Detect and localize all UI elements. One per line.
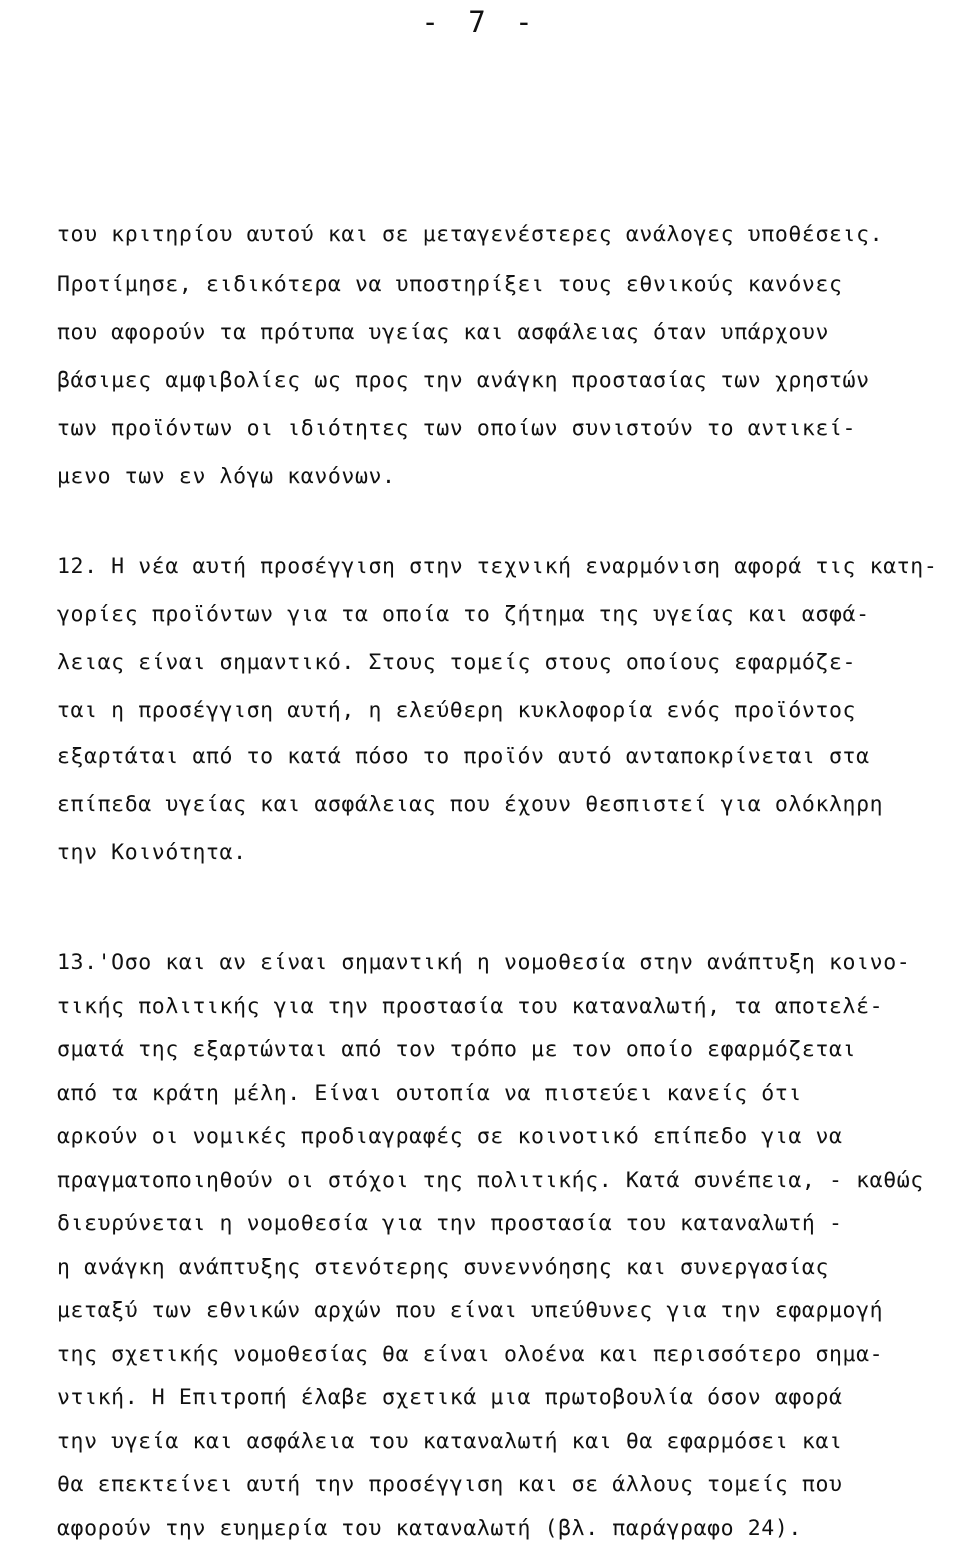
text-line: 12. Η νέα αυτή προσέγγιση στην τεχνική εναρμόνιση αφορά τις κατη-: [57, 554, 938, 579]
text-line: αρκούν οι νομικές προδιαγραφές σε κοινοτικό επίπεδο για να: [57, 1124, 843, 1149]
text-line: ντική. Η Επιτροπή έλαβε σχετικά μια πρωτοβουλία όσον αφορά: [57, 1385, 843, 1410]
text-line: από τα κράτη μέλη. Είναι ουτοπία να πιστεύει κανείς ότι: [57, 1080, 802, 1106]
text-line: μενο των εν λόγω κανόνων.: [57, 464, 396, 489]
page-number: - 7 -: [421, 5, 539, 39]
text-line: της σχετικής νομοθεσίας θα είναι ολοένα και περισσότερο σημα-: [57, 1341, 884, 1367]
text-line: πραγματοποιηθούν οι στόχοι της πολιτικής. Κατά συνέπεια, - καθώς: [57, 1167, 924, 1193]
text-line: την Κοινότητα.: [57, 840, 247, 865]
text-line: των προϊόντων οι ιδιότητες των οποίων συνιστούν το αντικεί-: [57, 416, 857, 441]
text-line: την υγεία και ασφάλεια του καταναλωτή και θα εφαρμόσει και: [57, 1428, 843, 1454]
text-line: τικής πολιτικής για την προστασία του καταναλωτή, τα αποτελέ-: [57, 993, 884, 1019]
text-line: επίπεδα υγείας και ασφάλειας που έχουν θεσπιστεί για ολόκληρη: [57, 792, 884, 817]
text-line: γορίες προϊόντων για τα οποία το ζήτημα της υγείας και ασφά-: [57, 602, 870, 627]
text-line: του κριτηρίου αυτού και σε μεταγενέστερες ανάλογες υποθέσεις.: [57, 222, 884, 247]
text-line: Προτίμησε, ειδικότερα να υποστηρίξει τους εθνικούς κανόνες: [57, 272, 843, 297]
text-line: βάσιμες αμφιβολίες ως προς την ανάγκη προστασίας των χρηστών: [57, 368, 870, 393]
text-line: ται η προσέγγιση αυτή, η ελεύθερη κυκλοφορία ενός προϊόντος: [57, 698, 857, 723]
text-line: που αφορούν τα πρότυπα υγείας και ασφάλειας όταν υπάρχουν: [57, 320, 830, 345]
text-line: 13.'Οσο και αν είναι σημαντική η νομοθεσία στην ανάπτυξη κοινο-: [57, 950, 911, 975]
text-line: μεταξύ των εθνικών αρχών που είναι υπεύθυνες για την εφαρμογή: [57, 1298, 884, 1323]
text-line: θα επεκτείνει αυτή την προσέγγιση και σε άλλους τομείς που: [57, 1472, 843, 1497]
text-line: λειας είναι σημαντικό. Στους τομείς στους οποίους εφαρμόζε-: [57, 650, 857, 675]
text-line: σματά της εξαρτώνται από τον τρόπο με τον οποίο εφαρμόζεται: [57, 1037, 857, 1062]
text-line: διευρύνεται η νομοθεσία για την προστασία του καταναλωτή -: [57, 1211, 843, 1236]
text-line: αφορούν την ευημερία του καταναλωτή (βλ. παράγραφο 24).: [57, 1515, 802, 1541]
text-line: η ανάγκη ανάπτυξης στενότερης συνεννόησης και συνεργασίας: [57, 1254, 830, 1280]
text-line: εξαρτάται από το κατά πόσο το προϊόν αυτό ανταποκρίνεται στα: [57, 744, 870, 769]
